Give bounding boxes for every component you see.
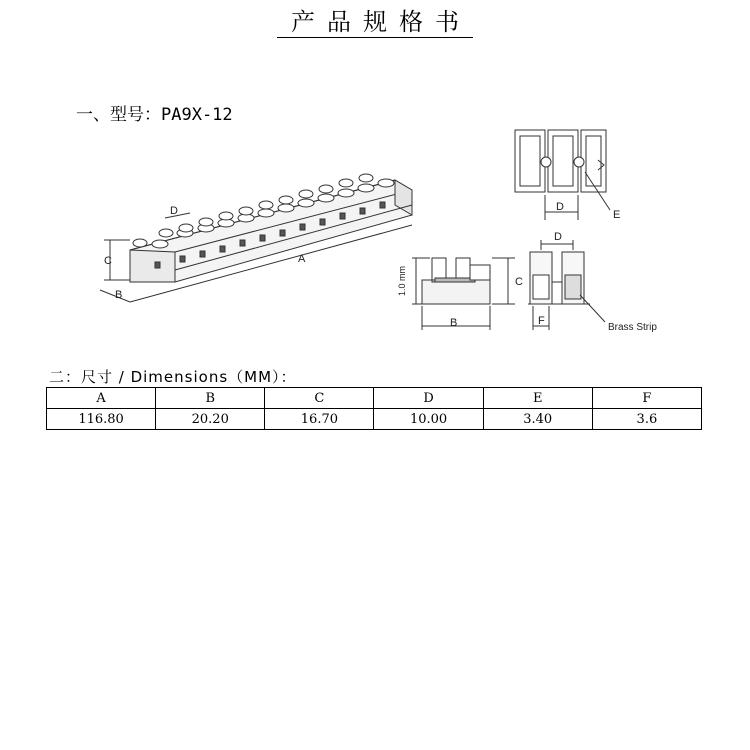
label-e: E xyxy=(613,209,621,221)
header-a: A xyxy=(47,388,156,409)
model-code: PA9X-12 xyxy=(161,105,233,125)
label-f: F xyxy=(538,315,545,327)
header-c: C xyxy=(265,388,374,409)
label-d-top: D xyxy=(556,201,564,213)
label-c-side: C xyxy=(515,276,523,288)
technical-drawing xyxy=(0,0,750,360)
label-d-front: D xyxy=(554,231,562,243)
document-title: 产品规格书 xyxy=(0,2,750,37)
value-d: 10.00 xyxy=(374,409,483,430)
dimensions-heading: 二：尺寸 / Dimensions（MM）： xyxy=(49,368,297,386)
label-b: B xyxy=(115,289,123,301)
label-a: A xyxy=(298,253,306,265)
value-a: 116.80 xyxy=(47,409,156,430)
label-b-side: B xyxy=(450,317,458,329)
header-e: E xyxy=(483,388,592,409)
header-b: B xyxy=(156,388,265,409)
value-f: 3.6 xyxy=(592,409,701,430)
value-c: 16.70 xyxy=(265,409,374,430)
side-view xyxy=(412,258,515,330)
value-e: 3.40 xyxy=(483,409,592,430)
terminal-block-isometric xyxy=(100,174,412,302)
label-brass-strip: Brass Strip xyxy=(608,322,657,333)
header-d: D xyxy=(374,388,483,409)
dimensions-table xyxy=(46,387,702,430)
table-value-row xyxy=(47,409,702,430)
label-c: C xyxy=(104,255,112,267)
table-header-row xyxy=(47,388,702,409)
label-d: D xyxy=(170,205,178,217)
value-b: 20.20 xyxy=(156,409,265,430)
model-label: 一、型号： xyxy=(76,105,161,125)
header-f: F xyxy=(592,388,701,409)
label-thickness: 1.0 mm xyxy=(397,265,407,296)
